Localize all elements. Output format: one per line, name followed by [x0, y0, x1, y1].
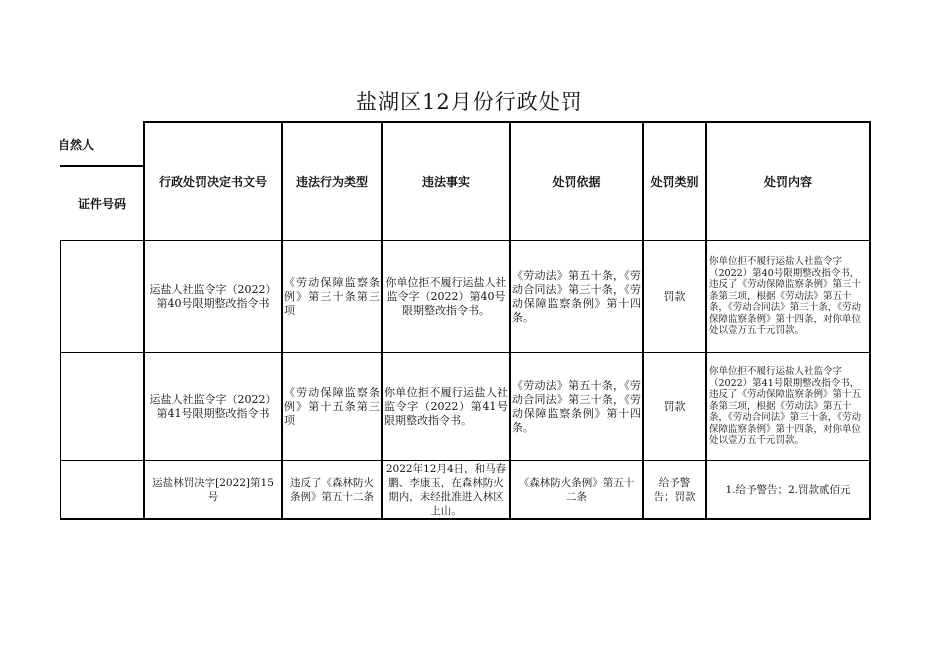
cell-content: 你单位拒不履行运盐人社监令字（2022）第41号限期整改指令书，违反了《劳动保障监察条例》第十五条第三项，根据《劳动法》第五十条，《劳动合同法》第三十条，《劳动保障监察条例》第十四条，对你单位处以壹万五千元罚款。: [709, 365, 862, 447]
cell-facts: 2022年12月4日，和马春鹏、李康玉，在森林防火期内，未经批准进入林区上山。: [385, 462, 507, 517]
cell-facts: 你单位拒不履行运盐人社监令字（2022）第41号限期整改指令书。: [384, 385, 508, 427]
cell-basis: 《森林防火条例》第五十二条: [518, 476, 635, 503]
header-basis: 处罚依据: [552, 175, 601, 189]
cell-content: 你单位拒不履行运盐人社监令字（2022）第40号限期整改指令书，违反了《劳动保障监察条例》第三十条第三项，根据《劳动法》第五十条，《劳动合同法》第三十条，《劳动保障监察条例》第十四条，对你单位处以壹万五千元罚款。: [709, 255, 862, 337]
cell-category: 罚款: [663, 399, 686, 413]
header-decision-doc: 行政处罚决定书文号: [158, 175, 267, 189]
header-violation-type: 违法行为类型: [295, 175, 368, 189]
cell-id-number: [61, 353, 143, 460]
header-content: 处罚内容: [763, 175, 812, 189]
cell-category: 罚款: [663, 289, 686, 303]
cell-violation-type: 《劳动保障监察条例》第十五条第三项: [284, 385, 380, 427]
cell-decision-doc: 运盐人社监令字（2022）第41号限期整改指令书: [149, 392, 277, 420]
page-title: 盐湖区12月份行政处罚: [356, 90, 583, 114]
header-natural-person: 自然人: [57, 137, 94, 152]
cell-id-number: [61, 461, 143, 518]
cell-basis: 《劳动法》第五十条，《劳动合同法》第三十条，《劳动保障监察条例》第十四条。: [512, 268, 641, 324]
cell-decision-doc: 运盐人社监令字（2022）第40号限期整改指令书: [149, 282, 277, 310]
cell-category: 给予警告；罚款: [653, 476, 696, 503]
header-category: 处罚类别: [650, 175, 699, 189]
header-id-number: 证件号码: [77, 196, 126, 211]
header-facts: 违法事实: [421, 175, 470, 189]
cell-content: 1.给予警告；2.罚款贰佰元: [725, 483, 851, 496]
cell-decision-doc: 运盐林罚决字[2022]第15号: [152, 476, 274, 503]
cell-violation-type: 违反了《森林防火条例》第五十二条: [290, 476, 374, 503]
cell-basis: 《劳动法》第五十条，《劳动合同法》第三十条，《劳动保障监察条例》第十四条。: [512, 378, 641, 434]
cell-violation-type: 《劳动保障监察条例》第三十条第三项: [284, 275, 380, 317]
cell-id-number: [61, 241, 143, 352]
cell-facts: 你单位拒不履行运盐人社监令字（2022）第40号限期整改指令书。: [385, 275, 507, 317]
